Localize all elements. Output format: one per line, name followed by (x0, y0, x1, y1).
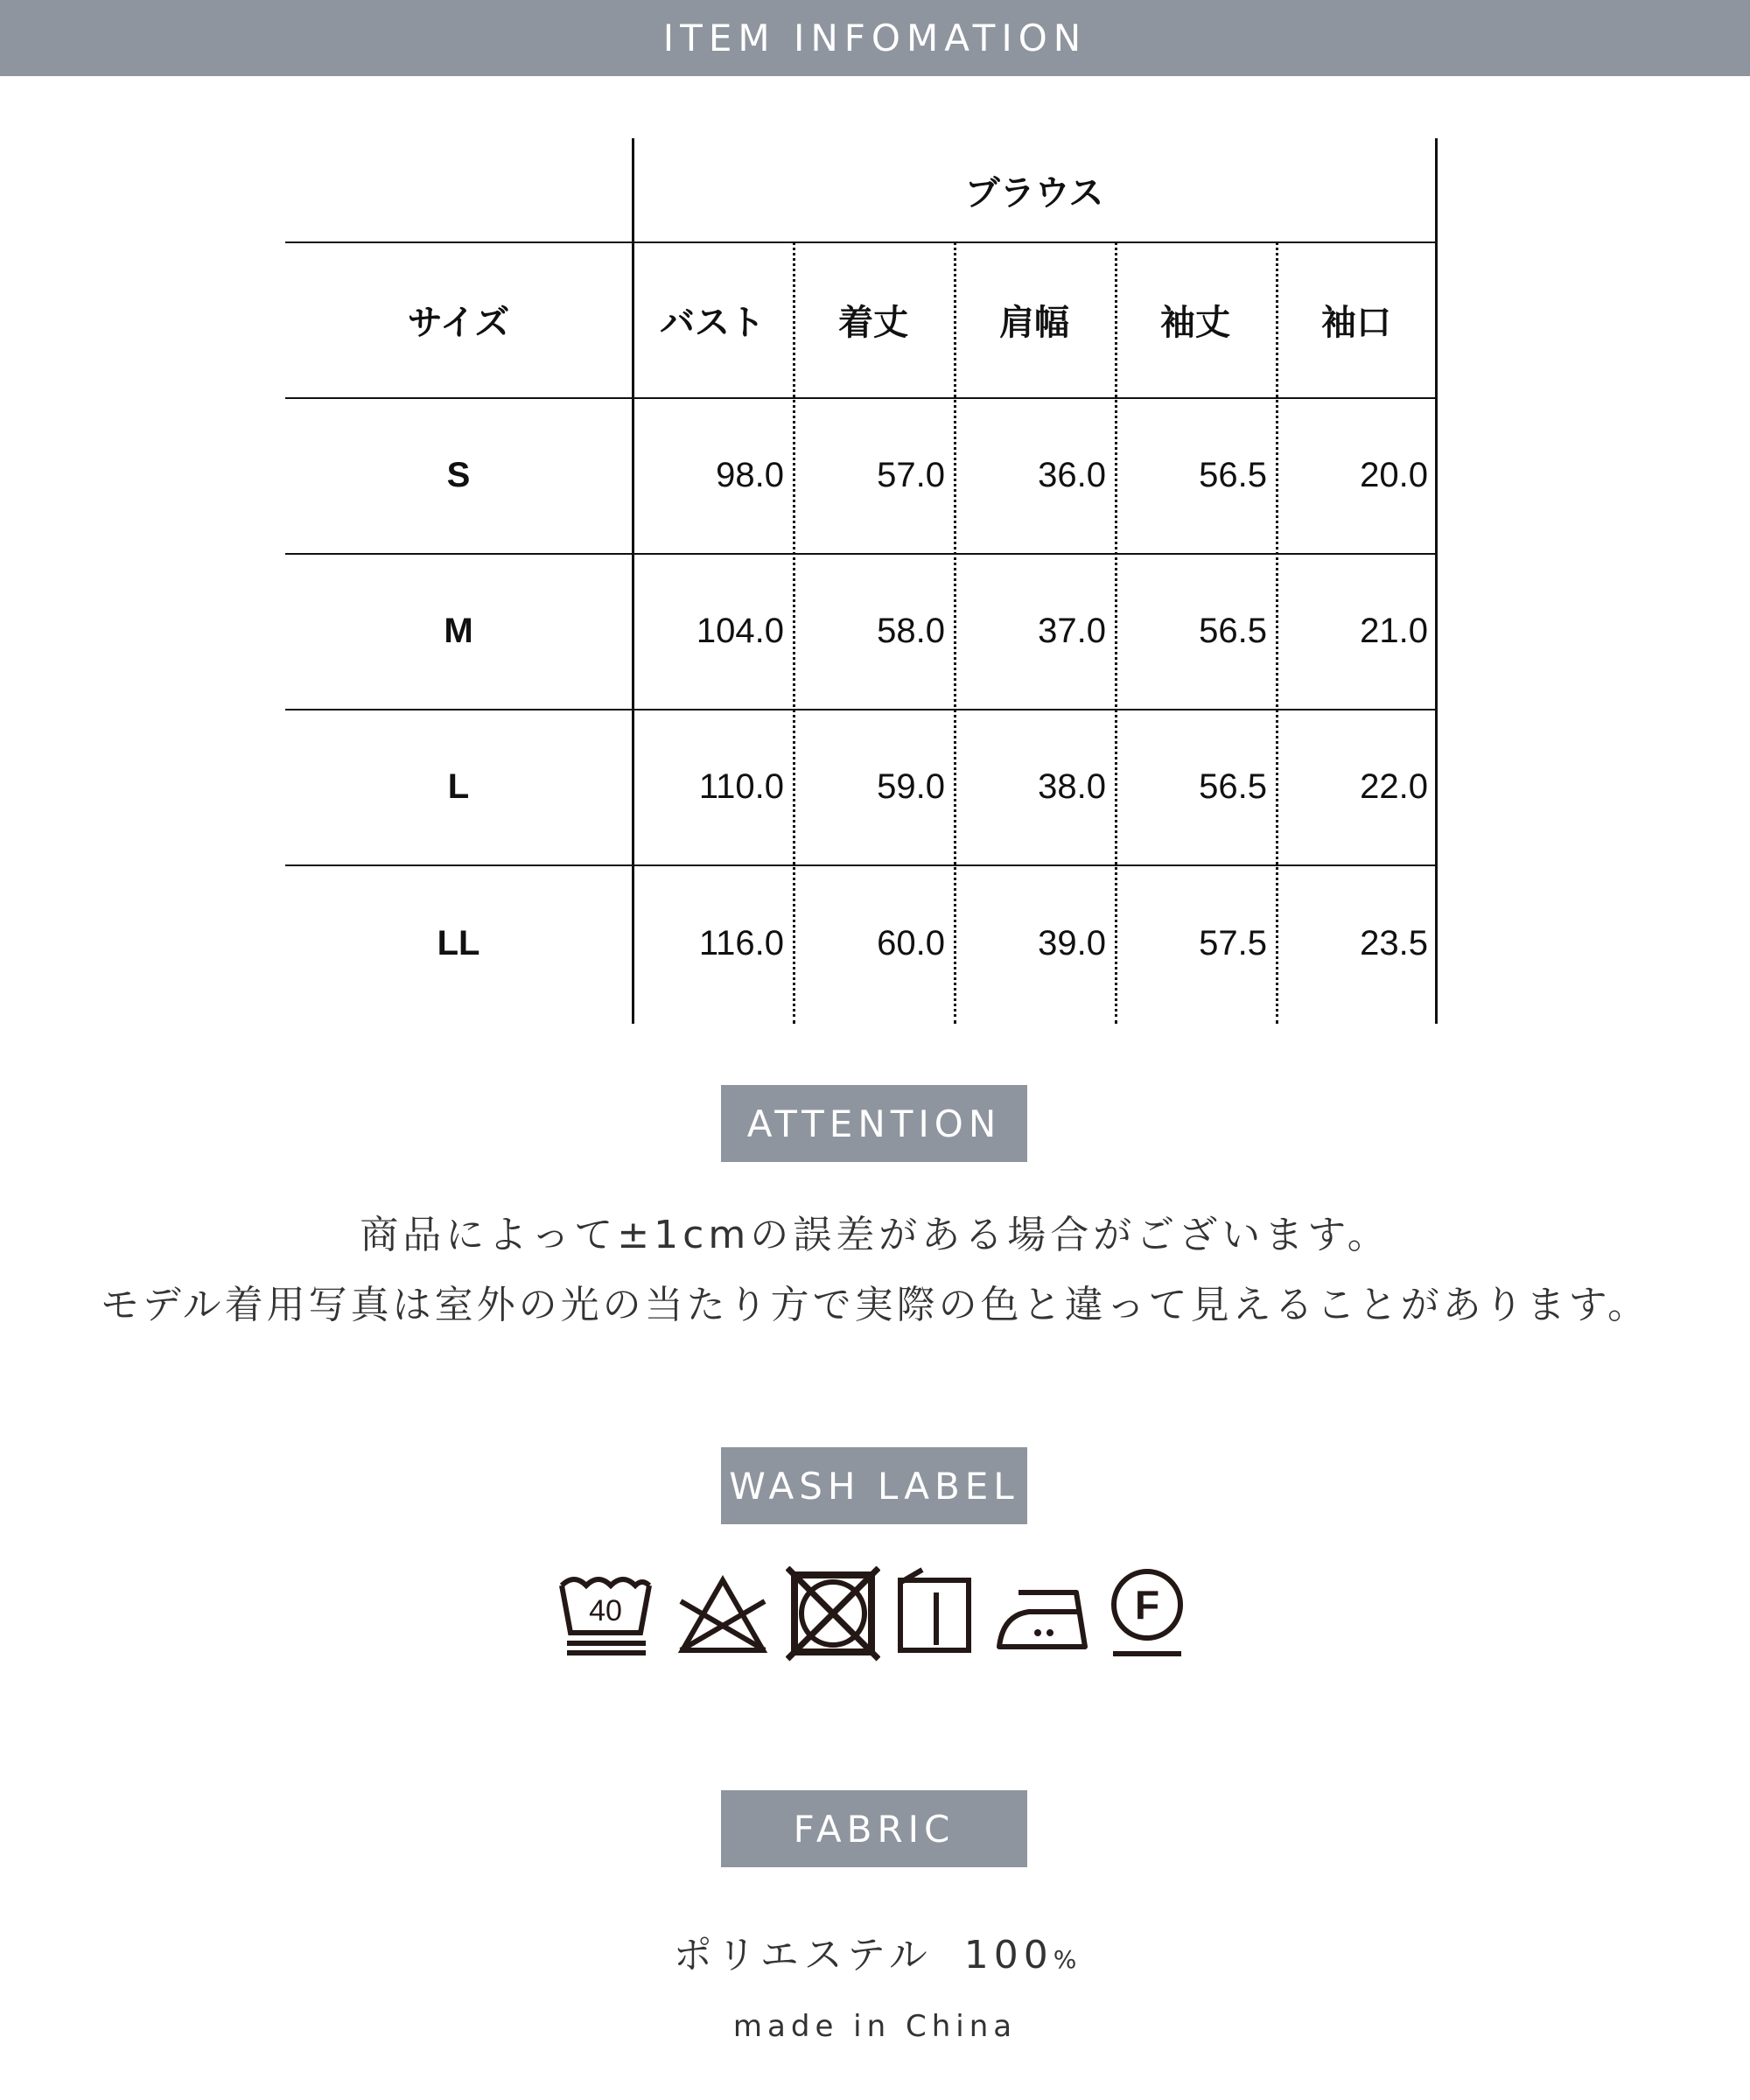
no-bleach-icon (677, 1566, 768, 1662)
fabric-composition (0, 1923, 1750, 1979)
table-cell: 21.0 (1360, 611, 1428, 650)
wash-40-icon (556, 1566, 654, 1662)
wash-temperature-text: 40 (589, 1594, 622, 1628)
fabric-percent: 100 (963, 1933, 1054, 1978)
table-cell: 56.5 (1199, 455, 1267, 494)
line-dry-shade-icon (896, 1566, 975, 1662)
fabric-label-text: FABRIC (793, 1807, 956, 1851)
table-cell: 56.5 (1199, 766, 1267, 806)
size-column-header: サイズ (407, 303, 510, 342)
attention-label (721, 1085, 1027, 1162)
wash-label (721, 1447, 1027, 1524)
column-header: 袖口 (1321, 303, 1391, 342)
table-cell: 116.0 (698, 923, 784, 962)
size-label: L (447, 766, 470, 806)
table-cell: 39.0 (1038, 923, 1106, 962)
dry-clean-letter: F (1134, 1582, 1160, 1628)
column-header: 肩幅 (999, 303, 1069, 342)
table-cell: 22.0 (1360, 766, 1428, 806)
table-cell: 37.0 (1038, 611, 1106, 650)
table-cell: 110.0 (698, 766, 784, 806)
fabric-origin: made in China (732, 2009, 1018, 2044)
table-cell: 57.0 (877, 455, 945, 494)
wash-label-text: WASH LABEL (729, 1464, 1019, 1508)
no-tumble-dry-icon (786, 1566, 880, 1662)
size-label: LL (437, 923, 480, 962)
table-cell: 104.0 (696, 611, 784, 650)
table-cell: 59.0 (877, 766, 945, 806)
header-banner (0, 0, 1750, 76)
column-header: 着丈 (838, 303, 908, 342)
table-cell: 57.5 (1199, 923, 1267, 962)
size-table (285, 138, 1437, 1024)
header-title: ITEM INFOMATION (662, 17, 1088, 60)
table-cell: 36.0 (1038, 455, 1106, 494)
column-header: バスト (660, 303, 765, 342)
table-cell: 60.0 (877, 923, 945, 962)
attention-line: モデル着用写真は室外の光の当たり方で実際の色と違って見えることがあります。 (100, 1283, 1650, 1327)
table-cell: 20.0 (1360, 455, 1428, 494)
table-cell: 23.5 (1360, 923, 1428, 962)
table-cell: 58.0 (877, 611, 945, 650)
size-label: S (446, 455, 471, 494)
wash-icons (556, 1566, 1186, 1662)
fabric-percent-unit: % (1053, 1945, 1077, 1974)
table-cell: 38.0 (1038, 766, 1106, 806)
table-group-title: ブラウス (964, 173, 1104, 213)
attention-label-text: ATTENTION (746, 1102, 1002, 1145)
size-label: M (444, 611, 473, 650)
table-cell: 56.5 (1199, 611, 1267, 650)
dry-clean-f-icon (1108, 1566, 1186, 1662)
table-cell: 98.0 (716, 455, 784, 494)
fabric-label (721, 1790, 1027, 1867)
attention-line: 商品によって±1cmの誤差がある場合がございます。 (360, 1213, 1390, 1257)
fabric-material: ポリエステル (673, 1933, 933, 1978)
iron-medium-icon (994, 1566, 1090, 1662)
column-header: 袖丈 (1160, 303, 1230, 342)
